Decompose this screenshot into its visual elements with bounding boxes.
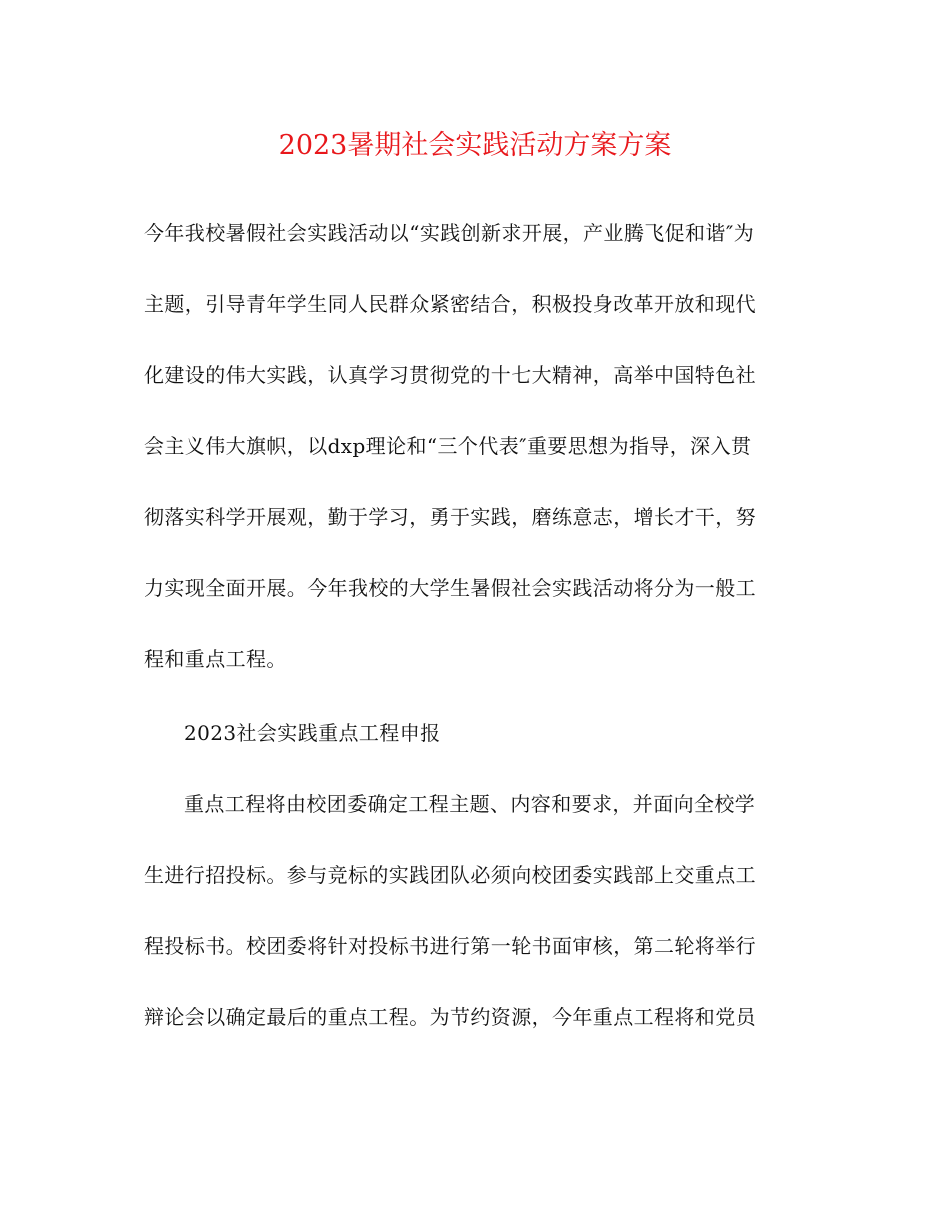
paragraph-line: 程和重点工程。 [144,647,287,671]
paragraph-line: 程投标书。校团委将针对投标书进行第一轮书面审核，第二轮将举行 [144,934,756,958]
paragraph-line: 力实现全面开展。今年我校的大学生暑假社会实践活动将分为一般工 [144,576,756,600]
paragraph-line: 化建设的伟大实践，认真学习贯彻党的十七大精神，高举中国特色社 [144,363,756,387]
paragraph-line: 彻落实科学开展观，勤于学习，勇于实践，磨练意志，增长才干，努 [144,505,756,529]
paragraph-line: 生进行招投标。参与竞标的实践团队必须向校团委实践部上交重点工 [144,863,756,887]
section-heading: 2023社会实践重点工程申报 [184,721,441,745]
paragraph-line: 今年我校暑假社会实践活动以“实践创新求开展，产业腾飞促和谐″为 [144,221,755,245]
paragraph-line: 会主义伟大旗帜，以dxp理论和“三个代表″重要思想为指导，深入贯 [144,434,752,458]
document-title: 2023暑期社会实践活动方案方案 [278,130,672,161]
paragraph-line: 重点工程将由校团委确定工程主题、内容和要求，并面向全校学 [184,792,756,816]
paragraph-line: 辩论会以确定最后的重点工程。为节约资源，今年重点工程将和党员 [144,1005,756,1029]
paragraph-line: 主题，引导青年学生同人民群众紧密结合，积极投身改革开放和现代 [144,292,756,316]
